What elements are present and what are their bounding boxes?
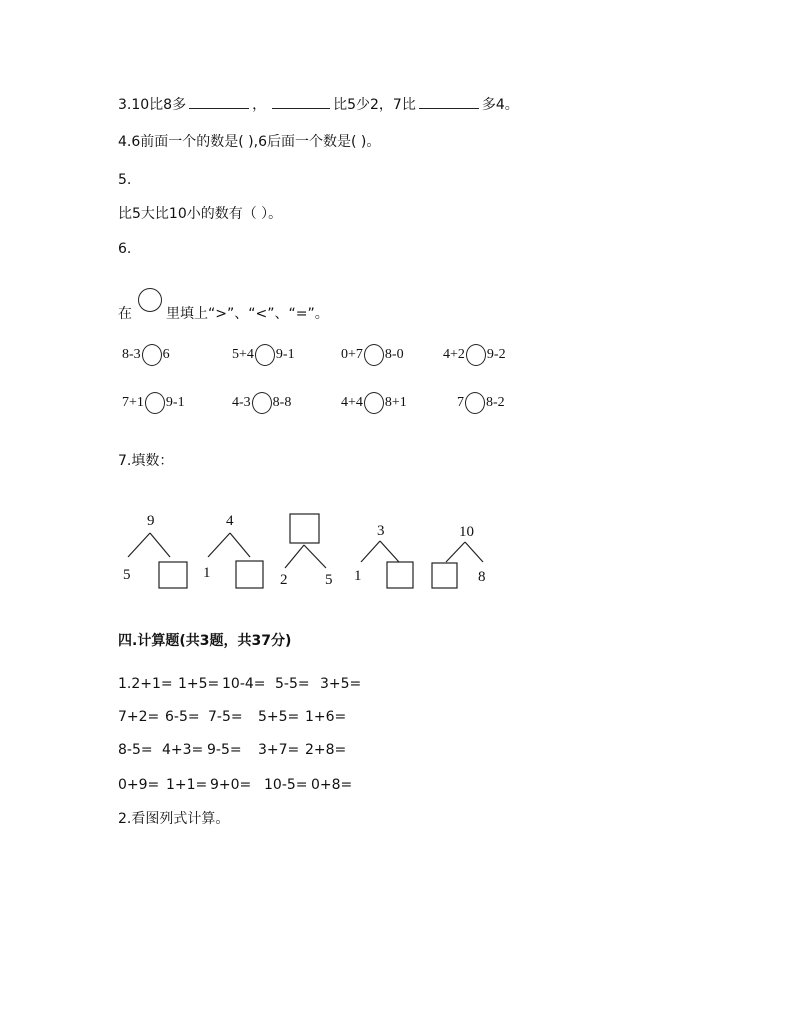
- q3-text-c: 多4。: [481, 97, 519, 113]
- number-bond-5: [432, 524, 486, 588]
- number-bond-3: [280, 514, 333, 588]
- compare-item: [232, 392, 291, 414]
- q3-text-b: 比5少2，7比: [333, 97, 416, 113]
- number-bond-diagrams: [0, 505, 794, 605]
- bond-right: 5: [325, 572, 333, 588]
- q3-comma: ，: [252, 97, 267, 113]
- arith-item: 0+9=: [118, 777, 160, 793]
- number-bond-1: [123, 513, 187, 588]
- arith-item: 5+5=: [258, 709, 300, 725]
- question-6: [118, 288, 329, 323]
- arith-item: 9-5=: [207, 742, 242, 758]
- question-5-number: [118, 171, 131, 189]
- q7-title: 7.填数：: [118, 453, 174, 469]
- q2-text: 2.看图列式计算。: [118, 811, 230, 827]
- arith-item: 3+7=: [258, 742, 300, 758]
- compare-right: 9-2: [486, 347, 506, 363]
- bond-top: 9: [147, 513, 155, 529]
- compare-circle[interactable]: [142, 344, 162, 366]
- q4-text: 4.6前面一个的数是( ),6后面一个数是( )。: [118, 134, 381, 150]
- compare-left: 4+4: [341, 395, 363, 411]
- arith-item: 4+3=: [162, 742, 204, 758]
- answer-box[interactable]: [236, 561, 263, 588]
- bond-left: 1: [203, 565, 211, 581]
- question-5: [118, 205, 282, 223]
- compare-item: [122, 344, 170, 366]
- answer-blank[interactable]: [419, 94, 479, 109]
- compare-left: 7: [457, 395, 464, 411]
- arith-item: 0+8=: [311, 777, 353, 793]
- arith-item: 7-5=: [208, 709, 243, 725]
- compare-item: [341, 344, 404, 366]
- arith-item: 1+6=: [305, 709, 347, 725]
- question-4: [118, 133, 380, 151]
- compare-left: 7+1: [122, 395, 144, 411]
- arith-item: 6-5=: [165, 709, 200, 725]
- answer-box[interactable]: [290, 514, 319, 543]
- bond-right: 8: [478, 569, 486, 585]
- arith-item: 1+5=: [178, 676, 220, 692]
- bond-top: 3: [377, 523, 385, 539]
- arith-item: 7+2=: [118, 709, 160, 725]
- q5-text: 比5大比10小的数有（ ）。: [118, 206, 283, 222]
- compare-right: 6: [162, 347, 170, 363]
- circle-icon: [138, 288, 162, 312]
- section-4-title-text: 四.计算题(共3题，共37分): [118, 633, 292, 649]
- bond-top: 4: [226, 513, 234, 529]
- arith-item: 1.2+1=: [118, 676, 173, 692]
- q3-text-a: 3.10比8多: [118, 97, 187, 113]
- compare-circle[interactable]: [364, 344, 384, 366]
- compare-right: 8+1: [384, 395, 407, 411]
- compare-circle[interactable]: [255, 344, 275, 366]
- q5-num: 5.: [118, 172, 132, 188]
- question-6-number: [118, 240, 131, 258]
- q6-suffix: 里填上“>”、“<”、“=”。: [166, 306, 329, 322]
- bond-left: 1: [354, 568, 362, 584]
- compare-circle[interactable]: [466, 344, 486, 366]
- number-bond-2: [203, 513, 263, 588]
- compare-item: [232, 344, 295, 366]
- answer-box[interactable]: [432, 563, 457, 588]
- compare-circle[interactable]: [465, 392, 485, 414]
- question-3: [118, 94, 519, 114]
- section-4-title: [118, 632, 291, 650]
- arith-item: 10-4=: [222, 676, 266, 692]
- compare-left: 0+7: [341, 347, 363, 363]
- question-7-title: [118, 452, 173, 470]
- compare-circle[interactable]: [252, 392, 272, 414]
- compare-circle[interactable]: [364, 392, 384, 414]
- bond-left: 5: [123, 567, 131, 583]
- arith-item: 1+1=: [166, 777, 208, 793]
- arith-item: 3+5=: [320, 676, 362, 692]
- arith-item: 10-5=: [264, 777, 308, 793]
- number-bond-4: [354, 523, 413, 588]
- arith-item: 9+0=: [210, 777, 252, 793]
- compare-right: 8-0: [384, 347, 404, 363]
- compare-left: 5+4: [232, 347, 254, 363]
- compare-left: 8-3: [122, 347, 141, 363]
- answer-box[interactable]: [387, 562, 413, 588]
- answer-box[interactable]: [159, 562, 187, 588]
- arith-item: 5-5=: [275, 676, 310, 692]
- compare-item: [443, 344, 506, 366]
- compare-right: 8-2: [486, 395, 505, 411]
- compare-right: 8-8: [272, 395, 292, 411]
- bond-left: 2: [280, 572, 288, 588]
- compare-circle[interactable]: [145, 392, 165, 414]
- compare-item: [457, 392, 505, 414]
- compare-left: 4+2: [443, 347, 465, 363]
- question-2: [118, 810, 229, 828]
- answer-blank[interactable]: [272, 94, 330, 109]
- compare-left: 4-3: [232, 395, 251, 411]
- arith-item: 2+8=: [305, 742, 347, 758]
- q6-num: 6.: [118, 241, 132, 257]
- arith-item: 8-5=: [118, 742, 153, 758]
- answer-blank[interactable]: [189, 94, 249, 109]
- compare-item: [122, 392, 185, 414]
- compare-right: 9-1: [165, 395, 185, 411]
- bond-top: 10: [459, 524, 474, 540]
- compare-right: 9-1: [275, 347, 295, 363]
- q6-prefix: 在: [118, 306, 132, 322]
- compare-item: [341, 392, 407, 414]
